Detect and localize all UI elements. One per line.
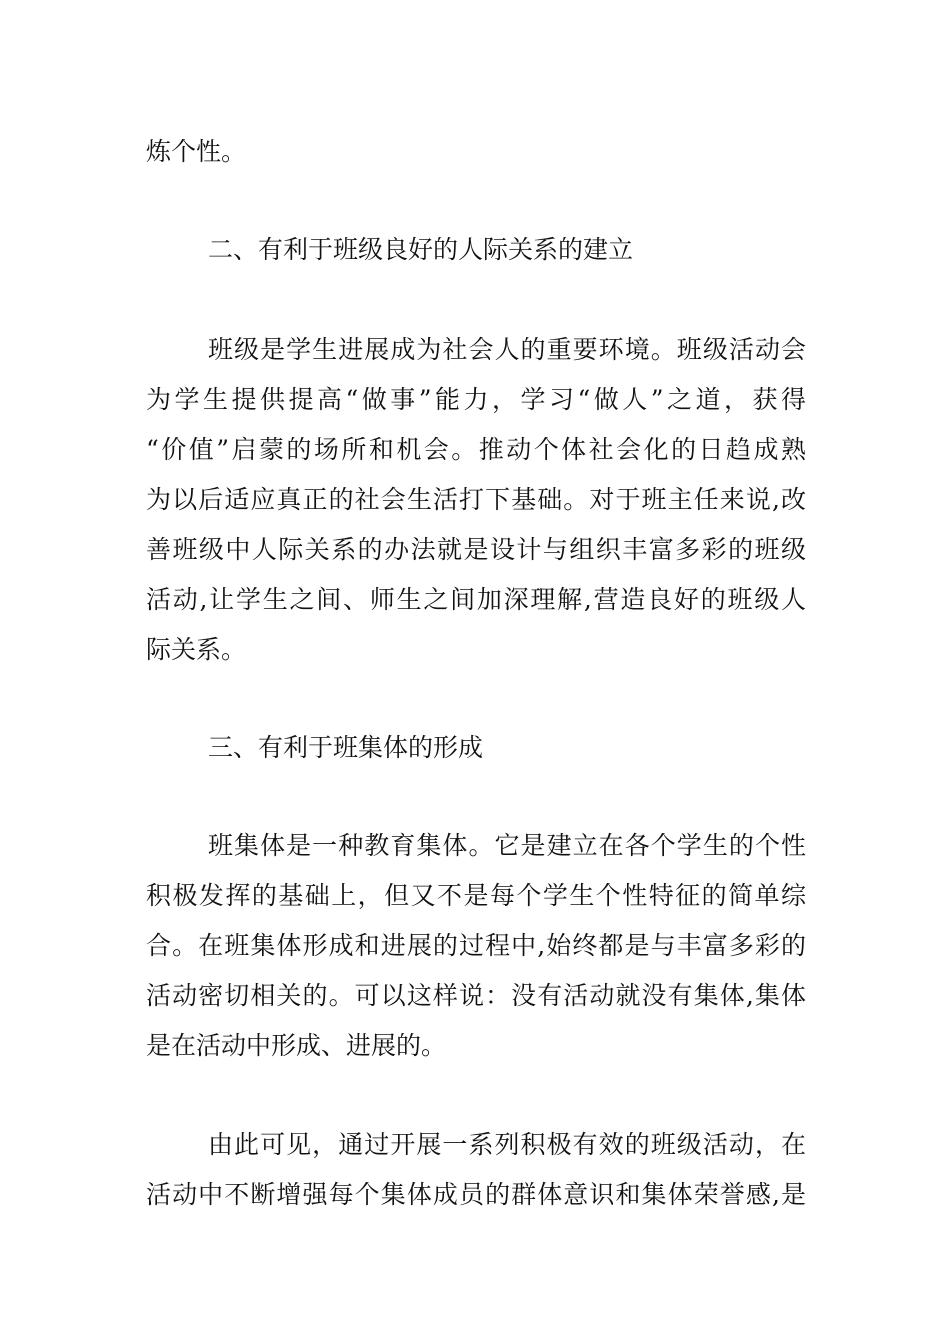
- section-heading-3: 三、有利于班集体的形成: [208, 733, 484, 762]
- paragraph-line: 积极发挥的基础上，但又不是每个学生个性特征的简单综: [146, 881, 806, 910]
- paragraph-line: 炼个性。: [146, 137, 247, 166]
- paragraph-line: 是在活动中形成、进展的。: [146, 1031, 447, 1060]
- paragraph-line: “价值”启蒙的场所和机会。推动个体社会化的日趋成熟: [146, 435, 806, 464]
- paragraph-line: 善班级中人际关系的办法就是设计与组织丰富多彩的班级: [146, 535, 806, 564]
- paragraph-line: 班集体是一种教育集体。它是建立在各个学生的个性: [208, 831, 806, 860]
- paragraph-line: 活动密切相关的。可以这样说：没有活动就没有集体,集体: [146, 981, 806, 1010]
- paragraph-line: 际关系。: [146, 635, 247, 664]
- paragraph-line: 班级是学生进展成为社会人的重要环境。班级活动会: [208, 335, 806, 364]
- paragraph-line: 活动中不断增强每个集体成员的群体意识和集体荣誉感,是: [146, 1180, 806, 1209]
- paragraph-line: 合。在班集体形成和进展的过程中,始终都是与丰富多彩的: [146, 931, 806, 960]
- paragraph-line: 为以后适应真正的社会生活打下基础。对于班主任来说,改: [146, 485, 806, 514]
- section-heading-2: 二、有利于班级良好的人际关系的建立: [208, 235, 634, 264]
- paragraph-line: 由此可见，通过开展一系列积极有效的班级活动，在: [208, 1130, 806, 1159]
- paragraph-line: 活动,让学生之间、师生之间加深理解,营造良好的班级人: [146, 585, 806, 614]
- paragraph-line: 为学生提供提高“做事”能力，学习“做人”之道，获得: [146, 385, 806, 414]
